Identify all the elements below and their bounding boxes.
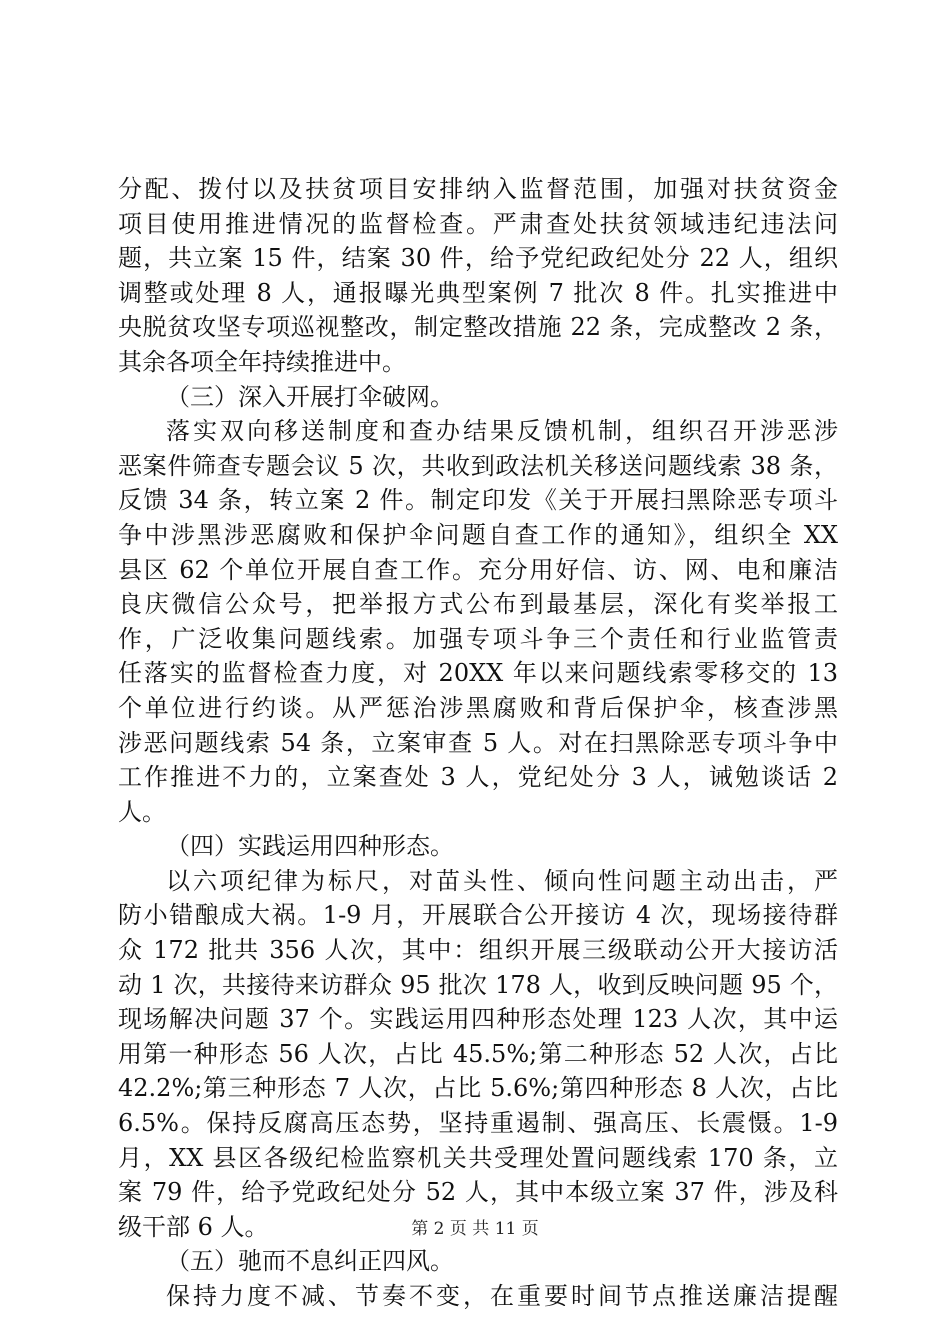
text-line: 项目使用推进情况的监督检查。严肃查处扶贫领域违纪违法问: [118, 209, 838, 238]
text-line: 争中涉黑涉恶腐败和保护伞问题自查工作的通知》，组织全 XX: [118, 520, 838, 549]
text-line: 作，广泛收集问题线索。加强专项斗争三个责任和行业监管责: [118, 624, 838, 653]
page-number-label: 第 2 页 共 11 页: [411, 1219, 539, 1239]
text-line: 央脱贫攻坚专项巡视整改，制定整改措施 22 条，完成整改 2 条，: [118, 313, 838, 342]
text-line: 良庆微信公众号，把举报方式公布到最基层，深化有奖举报工: [118, 590, 838, 619]
section-heading: （五）驰而不息纠正四风。: [166, 1247, 454, 1276]
text-line: 工作推进不力的，立案查处 3 人，党纪处分 3 人，诫勉谈话 2: [118, 763, 838, 792]
text-line: 用第一种形态 56 人次，占比 45.5%;第二种形态 52 人次，占比: [118, 1039, 838, 1068]
text-line: 其余各项全年持续推进中。: [118, 347, 406, 376]
page-footer: [0, 1214, 950, 1239]
section-heading: （三）深入开展打伞破网。: [166, 382, 454, 411]
text-line: 人。: [118, 797, 166, 826]
text-line: 县区 62 个单位开展自查工作。充分用好信、访、网、电和廉洁: [118, 555, 838, 584]
text-line: 防小错酿成大祸。1-9 月，开展联合公开接访 4 次，现场接待群: [118, 901, 838, 930]
text-line: 以六项纪律为标尺，对苗头性、倾向性问题主动出击，严: [166, 866, 838, 895]
text-line: 恶案件筛查专题会议 5 次，共收到政法机关移送问题线索 38 条，: [118, 451, 838, 480]
text-line: 调整或处理 8 人，通报曝光典型案例 7 批次 8 件。扎实推进中: [118, 278, 838, 307]
section-heading: （四）实践运用四种形态。: [166, 832, 454, 861]
text-line: 涉恶问题线索 54 条，立案审查 5 人。对在扫黑除恶专项斗争中: [118, 728, 838, 757]
text-line: 级干部 6 人。: [118, 1212, 269, 1241]
text-line: 保持力度不减、节奏不变，在重要时间节点推送廉洁提醒: [166, 1282, 838, 1310]
text-line: 分配、拨付以及扶贫项目安排纳入监督范围，加强对扶贫资金: [118, 175, 838, 203]
text-line: 落实双向移送制度和查办结果反馈机制，组织召开涉恶涉: [166, 417, 838, 446]
text-line: 月，XX 县区各级纪检监察机关共受理处置问题线索 170 条，立: [118, 1143, 838, 1172]
text-line: 题，共立案 15 件，结案 30 件，给予党纪政纪处分 22 人，组织: [118, 244, 838, 273]
text-line: 任落实的监督检查力度，对 20XX 年以来问题线索零移交的 13: [118, 659, 838, 688]
document-body: [118, 172, 838, 1314]
text-line: 动 1 次，共接待来访群众 95 批次 178 人，收到反映问题 95 个，: [118, 970, 838, 999]
text-line: 案 79 件，给予党政纪处分 52 人，其中本级立案 37 件，涉及科: [118, 1178, 838, 1207]
text-line: 个单位进行约谈。从严惩治涉黑腐败和背后保护伞，核查涉黑: [118, 693, 838, 722]
text-line: 6.5%。保持反腐高压态势，坚持重遏制、强高压、长震慑。1-9: [118, 1109, 838, 1138]
text-line: 现场解决问题 37 个。实践运用四种形态处理 123 人次，其中运: [118, 1005, 838, 1034]
text-line: 众 172 批共 356 人次，其中：组织开展三级联动公开大接访活: [118, 936, 838, 965]
text-line: 42.2%;第三种形态 7 人次，占比 5.6%;第四种形态 8 人次，占比: [118, 1074, 838, 1103]
text-line: 反馈 34 条，转立案 2 件。制定印发《关于开展扫黑除恶专项斗: [118, 486, 838, 515]
